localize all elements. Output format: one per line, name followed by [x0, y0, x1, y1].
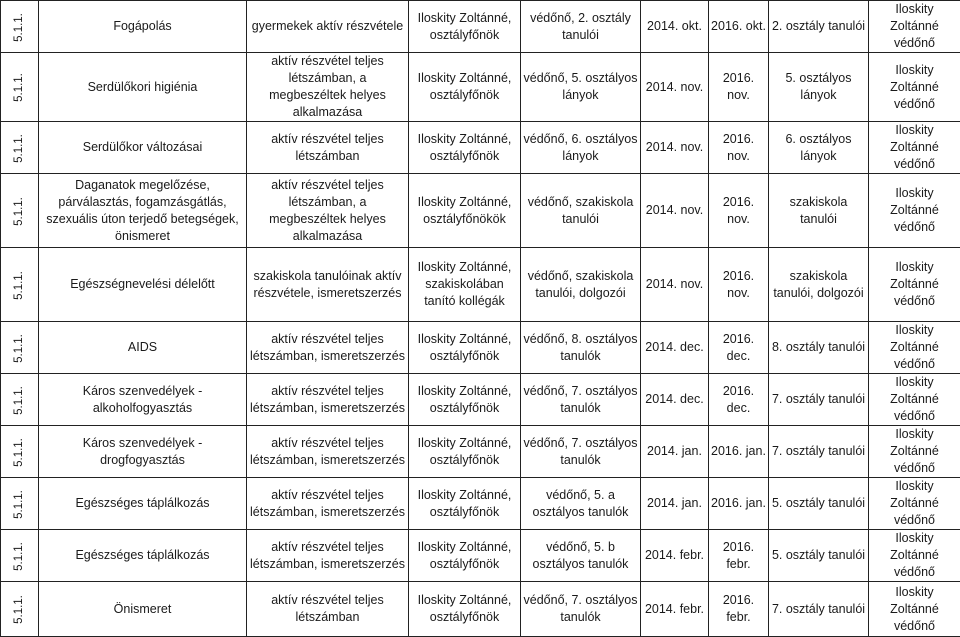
- section-code: 5.1.1.: [1, 1, 39, 53]
- end-date-cell: 2016. jan.: [709, 426, 769, 478]
- responsible-cell: Iloskity Zoltánné védőnő: [869, 1, 960, 53]
- table-row: [1, 478, 960, 530]
- end-date-cell: 2016. dec.: [709, 322, 769, 374]
- responsible-cell: Iloskity Zoltánné védőnő: [869, 122, 960, 174]
- end-date-cell: 2016. febr.: [709, 582, 769, 637]
- start-date-cell: 2014. dec.: [641, 374, 709, 426]
- topic-cell: Káros szenvedélyek - alkoholfogyasztás: [39, 374, 247, 426]
- section-code: 5.1.1.: [1, 174, 39, 248]
- end-date-cell: 2016. nov.: [709, 248, 769, 322]
- responsible-cell: Iloskity Zoltánné védőnő: [869, 426, 960, 478]
- topic-cell: Káros szenvedélyek - drogfogyasztás: [39, 426, 247, 478]
- participants-cell: védőnő, 5. a osztályos tanulók: [521, 478, 641, 530]
- end-date-cell: 2016. dec.: [709, 374, 769, 426]
- method-cell: aktív részvétel teljes létszámban, ismeretszerzés: [247, 426, 409, 478]
- organizer-cell: Iloskity Zoltánné, szakiskolában tanító kollégák: [409, 248, 521, 322]
- topic-cell: Önismeret: [39, 582, 247, 637]
- participants-cell: védőnő, 7. osztályos tanulók: [521, 374, 641, 426]
- method-cell: aktív részvétel teljes létszámban: [247, 122, 409, 174]
- responsible-cell: Iloskity Zoltánné védőnő: [869, 478, 960, 530]
- table-row: [1, 582, 960, 637]
- topic-cell: AIDS: [39, 322, 247, 374]
- organizer-cell: Iloskity Zoltánné, osztályfőnök: [409, 582, 521, 637]
- topic-cell: Fogápolás: [39, 1, 247, 53]
- responsible-cell: Iloskity Zoltánné védőnő: [869, 582, 960, 637]
- start-date-cell: 2014. nov.: [641, 174, 709, 248]
- section-code: 5.1.1.: [1, 248, 39, 322]
- end-date-cell: 2016. nov.: [709, 53, 769, 122]
- target-group-cell: 6. osztályos lányok: [769, 122, 869, 174]
- start-date-cell: 2014. nov.: [641, 248, 709, 322]
- start-date-cell: 2014. nov.: [641, 53, 709, 122]
- table-row: [1, 174, 960, 248]
- method-cell: aktív részvétel teljes létszámban, ismeretszerzés: [247, 530, 409, 582]
- responsible-cell: Iloskity Zoltánné védőnő: [869, 248, 960, 322]
- section-code: 5.1.1.: [1, 478, 39, 530]
- target-group-cell: szakiskola tanulói: [769, 174, 869, 248]
- table-row: [1, 374, 960, 426]
- organizer-cell: Iloskity Zoltánné, osztályfőnök: [409, 426, 521, 478]
- start-date-cell: 2014. febr.: [641, 582, 709, 637]
- participants-cell: védőnő, szakiskola tanulói: [521, 174, 641, 248]
- end-date-cell: 2016. okt.: [709, 1, 769, 53]
- start-date-cell: 2014. febr.: [641, 530, 709, 582]
- participants-cell: védőnő, 8. osztályos tanulók: [521, 322, 641, 374]
- section-code: 5.1.1.: [1, 53, 39, 122]
- responsible-cell: Iloskity Zoltánné védőnő: [869, 374, 960, 426]
- table-row: [1, 426, 960, 478]
- section-code: 5.1.1.: [1, 530, 39, 582]
- table-row: [1, 530, 960, 582]
- organizer-cell: Iloskity Zoltánné, osztályfőnök: [409, 53, 521, 122]
- method-cell: aktív részvétel teljes létszámban, ismeretszerzés: [247, 322, 409, 374]
- target-group-cell: 7. osztály tanulói: [769, 426, 869, 478]
- target-group-cell: 8. osztály tanulói: [769, 322, 869, 374]
- organizer-cell: Iloskity Zoltánné, osztályfőnök: [409, 1, 521, 53]
- end-date-cell: 2016. jan.: [709, 478, 769, 530]
- method-cell: aktív részvétel teljes létszámban, ismeretszerzés: [247, 478, 409, 530]
- participants-cell: védőnő, 7. osztályos tanulók: [521, 582, 641, 637]
- section-code: 5.1.1.: [1, 426, 39, 478]
- section-code: 5.1.1.: [1, 122, 39, 174]
- participants-cell: védőnő, szakiskola tanulói, dolgozói: [521, 248, 641, 322]
- end-date-cell: 2016. febr.: [709, 530, 769, 582]
- table-row: [1, 322, 960, 374]
- target-group-cell: 5. osztályos lányok: [769, 53, 869, 122]
- target-group-cell: 5. osztály tanulói: [769, 478, 869, 530]
- table-row: [1, 1, 960, 53]
- method-cell: aktív részvétel teljes létszámban: [247, 582, 409, 637]
- method-cell: aktív részvétel teljes létszámban, a megbeszéltek helyes alkalmazása: [247, 174, 409, 248]
- table-row: [1, 122, 960, 174]
- target-group-cell: 7. osztály tanulói: [769, 582, 869, 637]
- table-row: [1, 53, 960, 122]
- participants-cell: védőnő, 5. b osztályos tanulók: [521, 530, 641, 582]
- end-date-cell: 2016. nov.: [709, 174, 769, 248]
- start-date-cell: 2014. jan.: [641, 426, 709, 478]
- organizer-cell: Iloskity Zoltánné, osztályfőnök: [409, 478, 521, 530]
- topic-cell: Daganatok megelőzése, párválasztás, fogamzásgátlás, szexuális úton terjedő betegségek, önismeret: [39, 174, 247, 248]
- start-date-cell: 2014. nov.: [641, 122, 709, 174]
- target-group-cell: 2. osztály tanulói: [769, 1, 869, 53]
- start-date-cell: 2014. jan.: [641, 478, 709, 530]
- topic-cell: Egészségnevelési délelőtt: [39, 248, 247, 322]
- responsible-cell: Iloskity Zoltánné védőnő: [869, 174, 960, 248]
- participants-cell: védőnő, 6. osztályos lányok: [521, 122, 641, 174]
- participants-cell: védőnő, 5. osztályos lányok: [521, 53, 641, 122]
- organizer-cell: Iloskity Zoltánné, osztályfőnök: [409, 530, 521, 582]
- topic-cell: Egészséges táplálkozás: [39, 530, 247, 582]
- responsible-cell: Iloskity Zoltánné védőnő: [869, 322, 960, 374]
- table-row: [1, 248, 960, 322]
- method-cell: aktív részvétel teljes létszámban, a megbeszéltek helyes alkalmazása: [247, 53, 409, 122]
- participants-cell: védőnő, 2. osztály tanulói: [521, 1, 641, 53]
- method-cell: gyermekek aktív részvétele: [247, 1, 409, 53]
- start-date-cell: 2014. okt.: [641, 1, 709, 53]
- organizer-cell: Iloskity Zoltánné, osztályfőnök: [409, 374, 521, 426]
- topic-cell: Serdülőkor változásai: [39, 122, 247, 174]
- method-cell: aktív részvétel teljes létszámban, ismeretszerzés: [247, 374, 409, 426]
- section-code: 5.1.1.: [1, 322, 39, 374]
- method-cell: szakiskola tanulóinak aktív részvétele, ismeretszerzés: [247, 248, 409, 322]
- participants-cell: védőnő, 7. osztályos tanulók: [521, 426, 641, 478]
- topic-cell: Egészséges táplálkozás: [39, 478, 247, 530]
- end-date-cell: 2016. nov.: [709, 122, 769, 174]
- start-date-cell: 2014. dec.: [641, 322, 709, 374]
- topic-cell: Serdülőkori higiénia: [39, 53, 247, 122]
- target-group-cell: 7. osztály tanulói: [769, 374, 869, 426]
- organizer-cell: Iloskity Zoltánné, osztályfőnök: [409, 322, 521, 374]
- target-group-cell: 5. osztály tanulói: [769, 530, 869, 582]
- section-code: 5.1.1.: [1, 582, 39, 637]
- organizer-cell: Iloskity Zoltánné, osztályfőnök: [409, 122, 521, 174]
- target-group-cell: szakiskola tanulói, dolgozói: [769, 248, 869, 322]
- responsible-cell: Iloskity Zoltánné védőnő: [869, 530, 960, 582]
- section-code: 5.1.1.: [1, 374, 39, 426]
- organizer-cell: Iloskity Zoltánné, osztályfőnökök: [409, 174, 521, 248]
- responsible-cell: Iloskity Zoltánné védőnő: [869, 53, 960, 122]
